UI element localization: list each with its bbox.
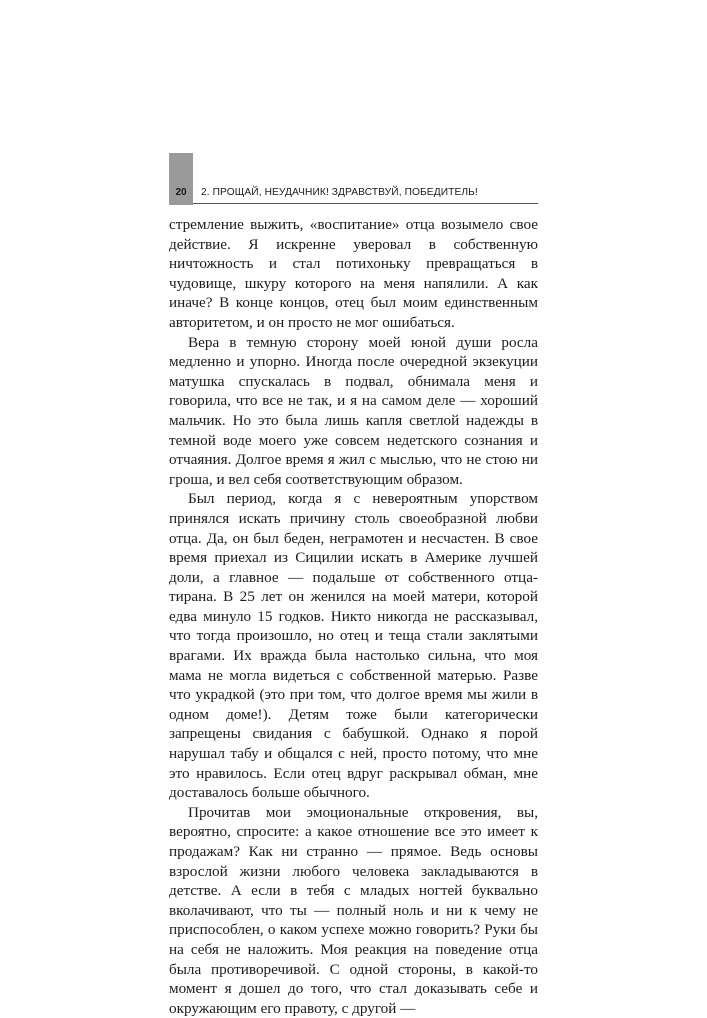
chapter-title: 2. ПРОЩАЙ, НЕУДАЧНИК! ЗДРАВСТВУЙ, ПОБЕДИТЕЛЬ!	[201, 187, 478, 198]
paragraph-continuation: стремление выжить, «воспитание» отца возымело свое действие. Я искренне уверовал в собственную ничтожность и стал потихоньку превращаться в чудовище, шкуру которого на меня напялили. А как иначе? В конце концов, отец был моим единственным авторитетом, и он просто не мог ошибаться.	[169, 216, 538, 331]
paragraph: Был период, когда я с невероятным упорством принялся искать причину столь своеобразной любви отца. Да, он был беден, неграмотен и несчастен. В свое время приехал из Сицилии искать в Америке лучшей доли, а главное — подальше от собственного отца-тирана. В 25 лет он женился на моей матери, которой едва минуло 15 годков. Никто никогда не рассказывал, что тогда произошло, но отец и теща стали заклятыми врагами. Их вражда была настолько сильна, что моя мама не могла видеться с собственной матерью. Разве что украдкой (это при том, что долгое время мы жили в одном доме!). Детям тоже были категорически запрещены свидания с бабушкой. Однако я порой нарушал табу и общался с ней, просто потому, что мне это нравилось. Если отец вдруг раскрывал обман, мне доставалось больше обычного.	[169, 490, 538, 802]
header-divider	[193, 203, 538, 204]
paragraph: Вера в темную сторону моей юной души росла медленно и упорно. Иногда после очередной экзекуции матушка спускалась в подвал, обнимала меня и говорила, что все не так, и я на самом деле — хороший мальчик. Но это была лишь капля светлой надежды в темной воде моего уже совсем недетского сознания и отчаяния. Долгое время я жил с мыслью, что не стою ни гроша, и вел себя соответствующим образом.	[169, 333, 538, 488]
page-number: 20	[175, 187, 187, 198]
paragraph: Прочитав мои эмоциональные откровения, вы, вероятно, спросите: а какое отношение все это имеет к продажам? Как ни странно — прямое. Ведь основы взрослой жизни любого человека закладываются в детстве. А если в тебя с младых ногтей буквально вколачивают, что ты — полный ноль и ни к чему не приспособлен, о каком успехе можно говорить? Руки бы на себя не наложить. Моя реакция на поведение отца была противоречивой. С одной стороны, в какой-то момент я дошел до того, что стал доказывать себе и окружающим его правоту, с другой —	[169, 803, 538, 1017]
running-header	[169, 153, 538, 205]
body-text	[169, 215, 538, 1018]
